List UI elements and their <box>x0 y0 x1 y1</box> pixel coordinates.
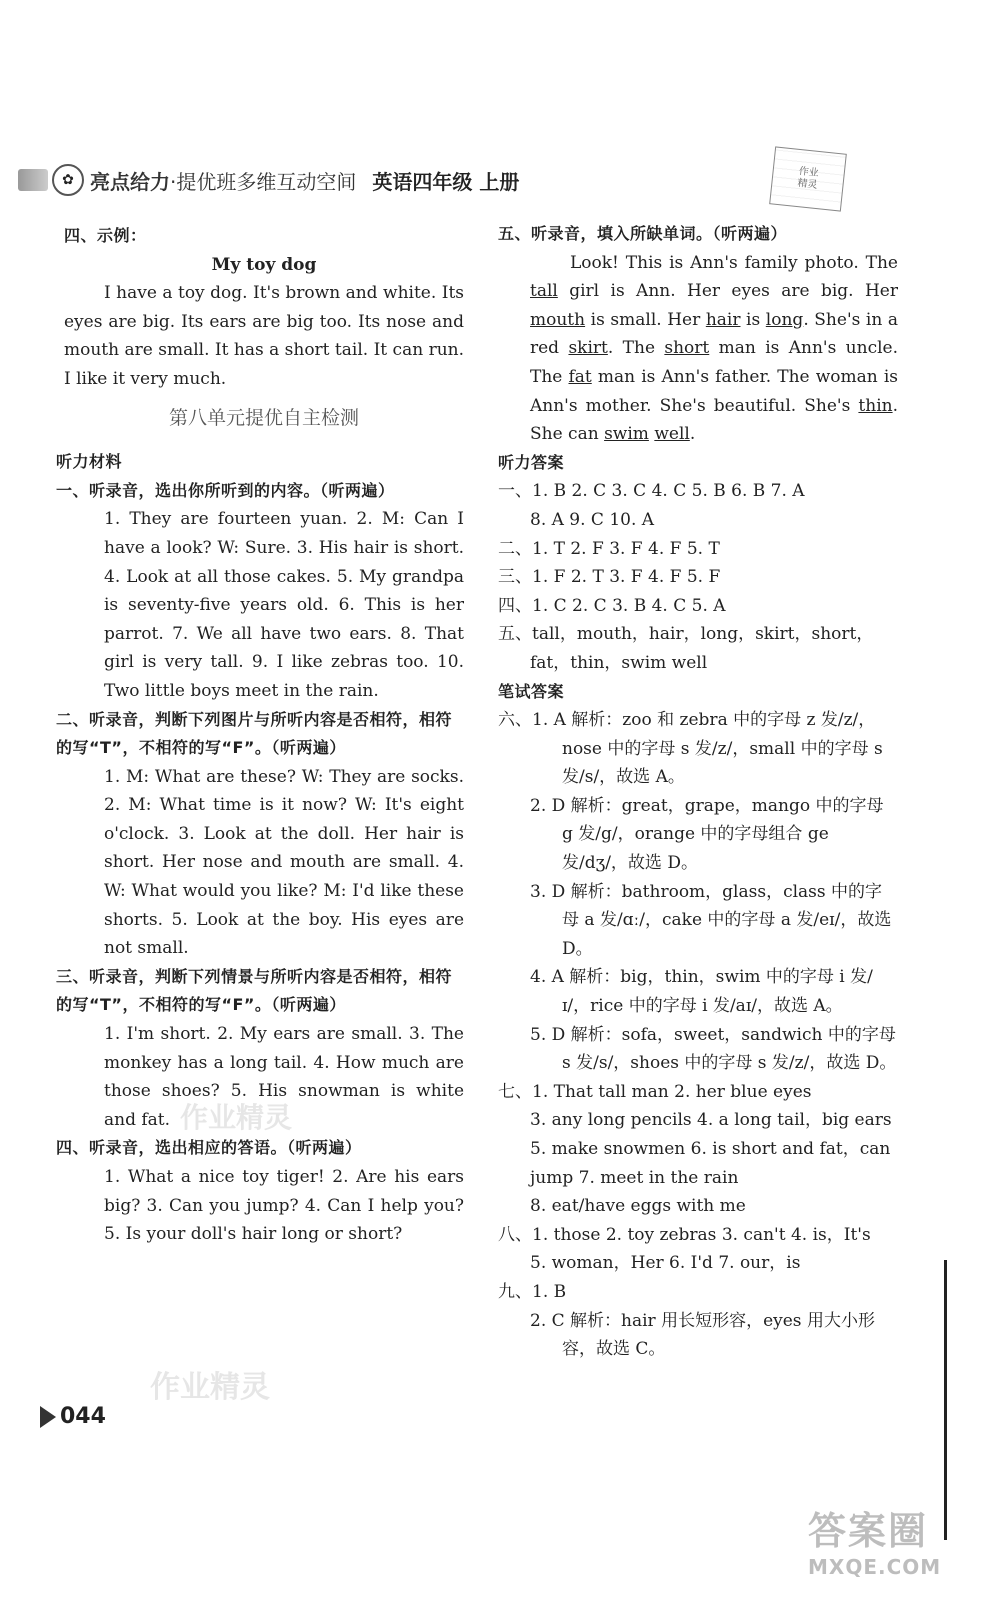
question-heading: 一、听录音，选出你所听到的内容。（听两遍） <box>56 480 395 500</box>
answer-row: 六、1. A 解析：zoo 和 zebra 中的字母 z 发/z/，nose 中的字母 s 发/z/，small 中的字母 s 发/s/，故选 A。 <box>498 710 883 788</box>
page-number: 044 <box>40 1404 106 1429</box>
answer-row: 2. D 解析：great，grape，mango 中的字母 g 发/g/，orange 中的字母组合 ge 发/dʒ/，故选 D。 <box>530 795 884 874</box>
listening-material-heading: 听力材料 <box>56 452 123 472</box>
answer-row: 3. any long pencils 4. a long tail，big ears 5. make snowmen 6. is short and fat，can jump 7. meet in the rain <box>530 1110 892 1188</box>
page-header <box>18 160 578 200</box>
unit-title: 第八单元提优自主检测 <box>168 406 359 429</box>
question-text: 1. What a nice toy tiger! 2. Are his ears big? 3. Can you jump? 4. Can I help you? 5. Is your doll's hair long or short? <box>104 1167 464 1245</box>
answer-word: swim <box>604 424 649 445</box>
answer-row: 四、1. C 2. C 3. B 4. C 5. A <box>498 595 726 616</box>
answer-word: fat <box>568 366 592 387</box>
question-heading: 二、听录音，判断下列图片与所听内容是否相符，相符的写“T”，不相符的写“F”。（听两遍） <box>56 709 453 758</box>
left-column <box>56 222 464 1249</box>
answer-word: tall <box>530 281 558 302</box>
written-answers-heading: 笔试答案 <box>498 681 565 701</box>
answer-word: hair <box>705 309 741 330</box>
watermark-text: 作业精灵 <box>150 1370 270 1405</box>
answer-row: 5. woman，Her 6. I'd 7. our，is <box>530 1253 801 1274</box>
fill-in-passage: Look! This is Ann's family photo. The tall girl is Ann. Her eyes are big. Her mouth is small. Her hair is long. She's in a red skirt. The short man is Ann's uncle. The fat man is Ann's father. The woman is Ann's mother. She's beautiful. She's thin. She can swim well. <box>530 252 899 445</box>
answer-row: 8. eat/have eggs with me <box>530 1196 746 1217</box>
right-column <box>498 220 898 1364</box>
answer-row: 一、1. B 2. C 3. C 4. C 5. B 6. B 7. A <box>498 481 805 502</box>
watermark-text: 作业精灵 <box>180 1101 293 1134</box>
essay-title: My toy dog <box>211 254 317 275</box>
question-text: 1. M: What are these? W: They are socks. 2. M: What time is it now? W: It's eight o'clock. 3. Look at the doll. Her hair is short. Her nose and mouth are small. 4. W: What would you like? M: I'd like these shorts. 5. Look at the boy. His eyes are not small. <box>104 766 464 959</box>
answer-row: 九、1. B <box>498 1281 567 1302</box>
header-brand: 亮点给力 <box>90 169 170 194</box>
answer-row: 8. A 9. C 10. A <box>530 509 655 530</box>
answer-row: 五、tall，mouth，hair，long，skirt，short，fat，thin，swim well <box>498 624 874 673</box>
question-heading: 三、听录音，判断下列情景与所听内容是否相符，相符的写“T”，不相符的写“F”。（听两遍） <box>56 966 453 1015</box>
answer-row: 二、1. T 2. F 3. F 4. F 5. T <box>498 538 720 559</box>
stamp-logo: 作业 精灵 <box>769 146 847 211</box>
header-brand-sub: ·提优班多维互动空间 <box>170 169 357 194</box>
answer-row: 七、1. That tall man 2. her blue eyes <box>498 1081 812 1102</box>
essay-text: I have a toy dog. It's brown and white. Its eyes are big. Its ears are big too. Its nose and mouth are small. It has a short tail. It can run. I like it very much. <box>64 283 464 389</box>
brand-icon: ✿ <box>52 164 84 196</box>
site-logo: 答案圈 MXQE.COM <box>808 1509 942 1579</box>
answer-row: 3. D 解析：bathroom，glass，class 中的字母 a 发/ɑː/，cake 中的字母 a 发/eɪ/，故选 D。 <box>530 881 892 959</box>
answer-row: 5. D 解析：sofa，sweet，sandwich 中的字母 s 发/s/，shoes 中的字母 s 发/z/，故选 D。 <box>530 1024 897 1074</box>
question-heading: 五、听录音，填入所缺单词。（听两遍） <box>498 224 788 243</box>
edge-line <box>944 1260 947 1540</box>
question-text: 1. They are fourteen yuan. 2. M: Can I have a look? W: Sure. 3. His hair is short. 4. Look at all those cakes. 5. My grandpa is seventy-five years old. 6. This is her parrot. 7. We all have two ears. 8. That girl is very tall. 9. I like zebras too. 10. Two little boys meet in the rain. <box>104 509 464 701</box>
answer-word: long <box>765 309 804 330</box>
header-decor-bar <box>18 169 48 191</box>
answer-row: 4. A 解析：big，thin，swim 中的字母 i 发/ɪ/，rice 中的字母 i 发/aɪ/，故选 A。 <box>530 967 873 1017</box>
answer-word: skirt <box>568 338 608 359</box>
play-arrow-icon <box>40 1406 56 1428</box>
question-text: 1. I'm short. 2. My ears are small. 3. The monkey has a long tail. 4. How much are those shoes? 5. His snowman is white and fat. <box>104 1024 464 1130</box>
section-heading: 四、示例： <box>64 226 147 245</box>
header-book-title: 英语四年级 上册 <box>372 169 520 194</box>
answer-word: well <box>654 424 690 445</box>
question-heading: 四、听录音，选出相应的答语。（听两遍） <box>56 1138 362 1158</box>
answer-row: 2. C 解析：hair 用长短形容，eyes 用大小形容，故选 C。 <box>530 1310 875 1360</box>
answer-word: thin <box>858 395 893 416</box>
answer-word: mouth <box>530 309 586 330</box>
listening-answers-heading: 听力答案 <box>498 452 565 472</box>
answer-row: 八、1. those 2. toy zebras 3. can't 4. is，It's <box>498 1224 871 1245</box>
answer-word: short <box>664 338 710 359</box>
answer-row: 三、1. F 2. T 3. F 4. F 5. F <box>498 567 721 588</box>
